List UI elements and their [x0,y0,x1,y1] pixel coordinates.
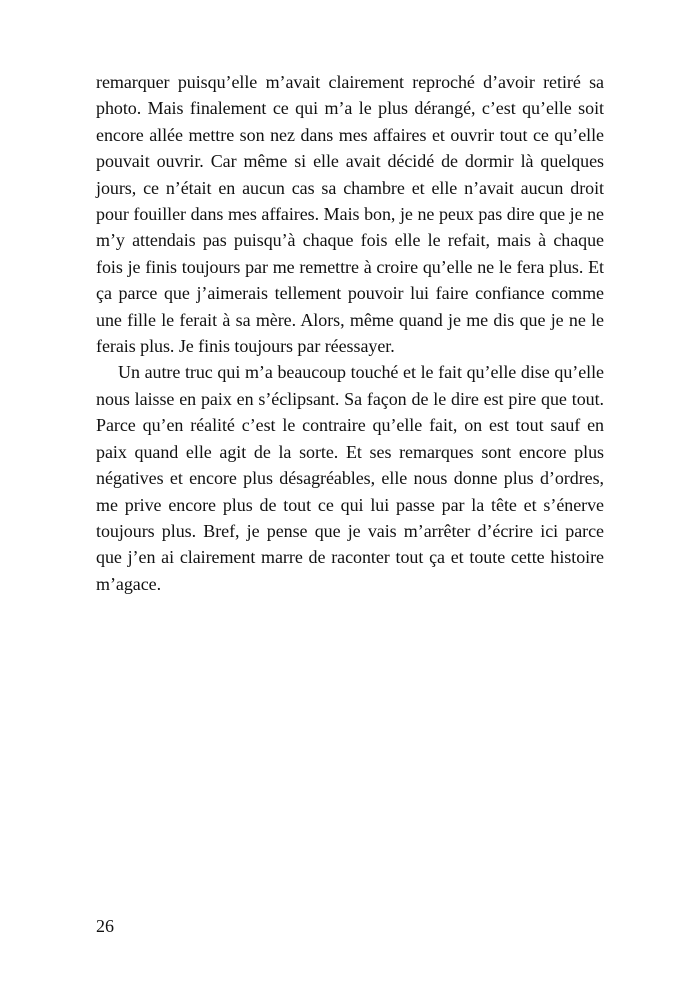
body-text [96,69,604,597]
paragraph-second: Un autre truc qui m’a beaucoup touché et le fait qu’elle dise qu’elle nous laisse en paix en s’éclipsant. Sa façon de le dire est pire que tout. Parce qu’en réalité c’est le contraire qu’elle fait, on est tout sauf en paix quand elle agit de la sorte. Et ses remarques sont encore plus négatives et encore plus désagréables, elle nous donne plus d’ordres, me prive encore plus de tout ce qui lui passe par la tête et s’énerve toujours plus. Bref, je pense que je vais m’arrêter d’écrire ici parce que j’en ai clairement marre de raconter tout ça et toute cette histoire m’agace. [96,362,604,594]
page-number: 26 [96,916,114,936]
paragraph-continuation: remarquer puisqu’elle m’avait clairement reproché d’avoir retiré sa photo. Mais finalement ce qui m’a le plus dérangé, c’est qu’elle soit encore allée mettre son nez dans mes affaires et ouvrir tout ce qu’elle pouvait ouvrir. Car même si elle avait décidé de dormir là quelques jours, ce n’était en aucun cas sa chambre et elle n’avait aucun droit pour fouiller dans mes affaires. Mais bon, je ne peux pas dire que je ne m’y attendais pas puisqu’à chaque fois elle le refait, mais à chaque fois je finis toujours par me remettre à croire qu’elle ne le fera plus. Et ça parce que j’aimerais tellement pouvoir lui faire confiance comme une fille le ferait à sa mère. Alors, même quand je me dis que je ne le ferais plus. Je finis toujours par réessayer. [96,72,604,357]
